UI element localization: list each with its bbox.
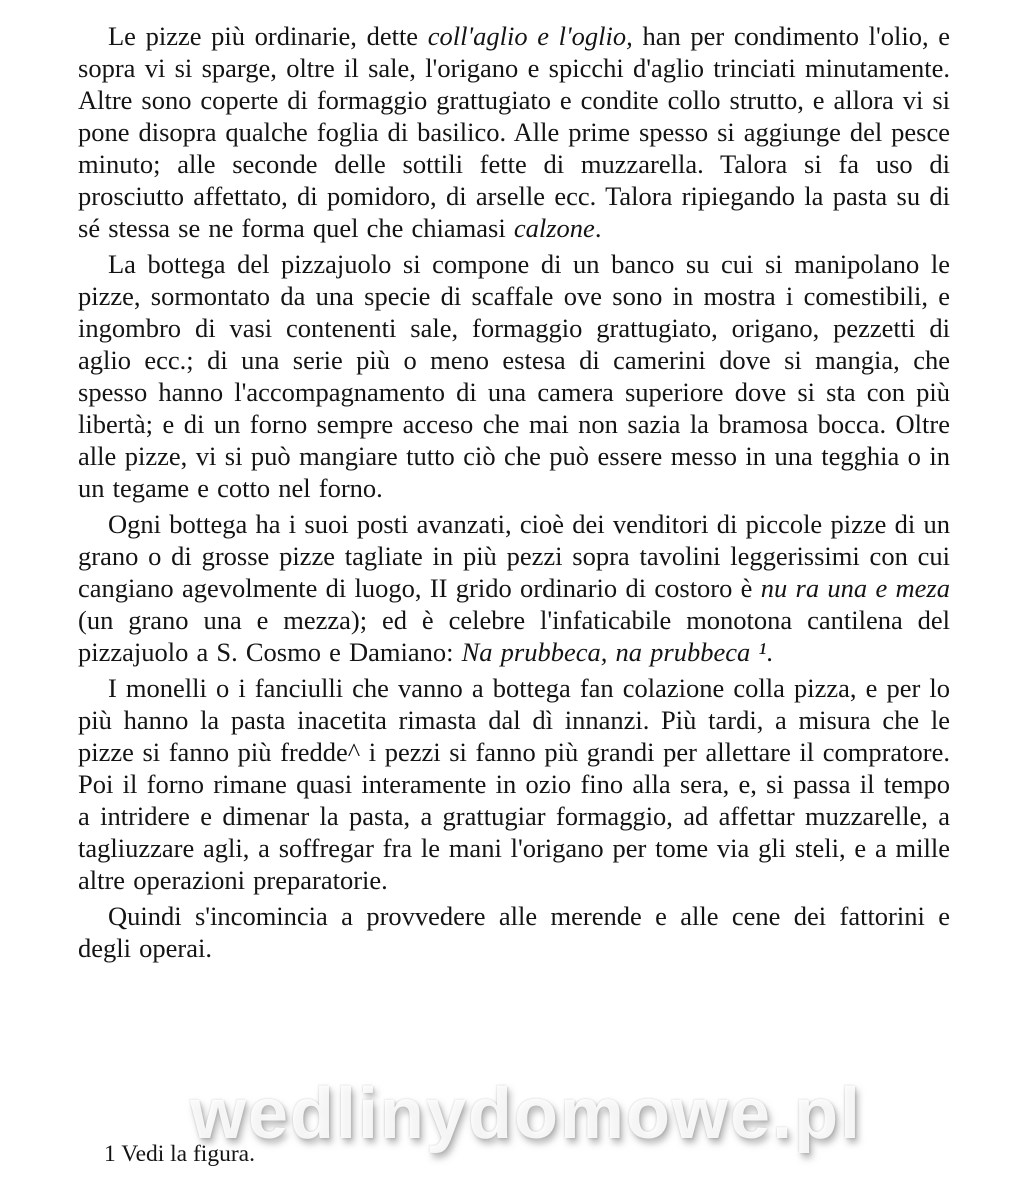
body-text — [78, 20, 950, 964]
text-run: han per condimento l'olio, e sopra vi si sparge, oltre il sale, l'origano e spicchi d'aglio trinciati minutamente. Altre sono coperte di formaggio grattugiato e condite collo strutto, e allora vi si pone disopra qualche foglia di basilico. Alle prime spesso si aggiunge del pesce minuto; alle seconde delle sottili fette di muzzarella. Talora si fa uso di prosciutto affettato, di pomidoro, di arselle ecc. Talora ripiegando la pasta su di sé stessa se ne forma quel che chiamasi — [78, 21, 950, 243]
text-run: La bottega del pizzajuolo si compone di un banco su cui si manipolano le pizze, sormontato da una specie di scaffale ove sono in mostra i comestibili, e ingombro di vasi contenenti sale, formaggio grattugiato, origano, pezzetti di aglio ecc.; di una serie più o meno estesa di camerini dove si mangia, che spesso hanno l'accompagnamento di una camera superiore dove si sta con più libertà; e di un forno sempre acceso che mai non sazia la bramosa bocca. Oltre alle pizze, vi si può mangiare tutto ciò che può essere messo in una tegghia o in un tegame e cotto nel forno. — [78, 249, 950, 503]
watermark: wedlinydomowe.pl — [190, 1074, 863, 1154]
footnote: 1 Vedi la figura. — [104, 1141, 255, 1167]
text-run-italic: nu ra una e meza — [760, 573, 950, 603]
paragraph — [78, 900, 950, 964]
text-run: (un grano una e mezza); ed è celebre l'infaticabile monotona cantilena del pizzajuolo a S. Cosmo e Damiano: — [78, 605, 950, 667]
paragraph — [78, 672, 950, 896]
text-run: . — [594, 213, 602, 243]
text-run-italic: calzone — [513, 213, 595, 243]
text-run: I monelli o i fanciulli che vanno a bottega fan colazione colla pizza, e per lo più hanno la pasta inacetita rimasta dal dì innanzi. Più tardi, a misura che le pizze si fanno più fredde^ i pezzi si fanno più grandi per allettare il compratore. Poi il forno rimane quasi interamente in ozio fino alla sera, e, si passa il tempo a intridere e dimenar la pasta, a grattugiar formaggio, ad affettar muzzarelle, a tagliuzzare agli, a soffregar fra le mani l'origano per tome via gli steli, e a mille altre operazioni preparatorie. — [78, 673, 950, 895]
paragraph — [78, 508, 950, 668]
paragraph — [78, 20, 950, 244]
text-run: Le pizze più ordinarie, dette — [108, 21, 428, 51]
text-run: . — [766, 637, 773, 667]
text-run-italic: Na prubbeca, na prubbeca ¹ — [461, 637, 767, 667]
text-run-italic: coll'aglio e l'oglio, — [427, 21, 633, 51]
text-run: Quindi s'incomincia a provvedere alle merende e alle cene dei fattorini e degli operai. — [78, 901, 950, 963]
paragraph — [78, 248, 950, 504]
text-run: Ogni bottega ha i suoi posti avanzati, cioè dei venditori di piccole pizze di un grano o di grosse pizze tagliate in più pezzi sopra tavolini leggerissimi con cui cangiano agevolmente di luogo, II grido ordinario di costoro è — [78, 509, 950, 603]
